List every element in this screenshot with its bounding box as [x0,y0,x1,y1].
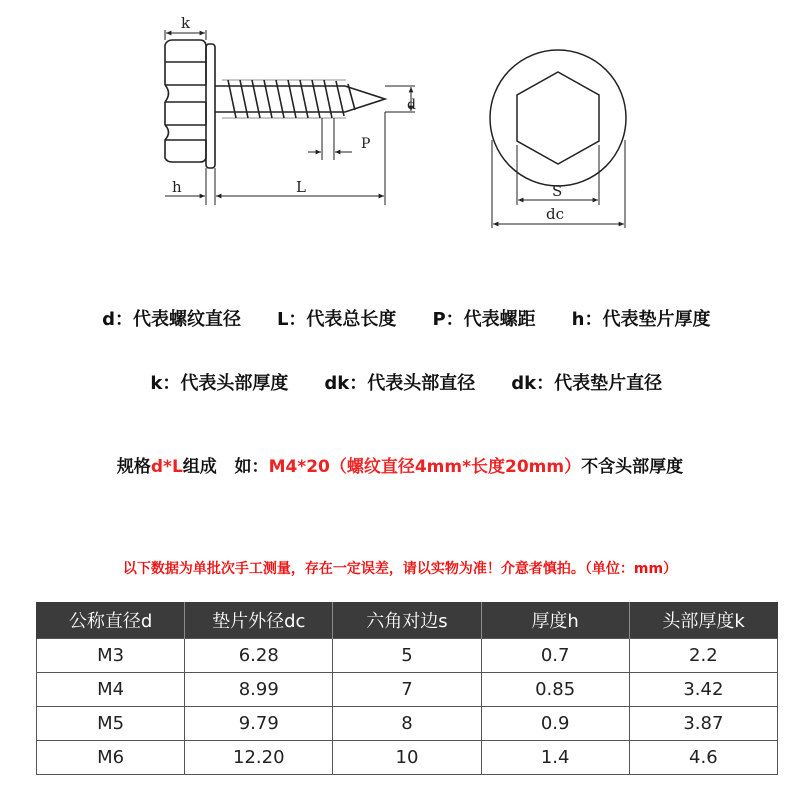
col-hex-size: 六角对边s [333,602,481,639]
spec-prefix: 规格 [116,457,151,477]
legend-item: k：代表头部厚度 [150,373,289,394]
table-cell: 8.99 [185,673,333,707]
table-cell: 0.9 [481,707,629,741]
label-h: h [172,178,182,196]
table-cell: 6.28 [185,639,333,673]
legend-item: dk：代表垫片直径 [511,373,663,394]
spec-example: M4*20（螺纹直径4mm*长度20mm） [268,457,582,477]
legend-item: L：代表总长度 [276,309,397,330]
table-cell: M3 [37,639,185,673]
spec-mid: 组成 如： [182,457,269,477]
col-nominal-diameter: 公称直径d [37,602,185,639]
table-row [37,639,778,673]
table-cell: 3.42 [629,673,777,707]
table-cell: M6 [37,741,185,775]
label-p: P [361,136,371,152]
table-cell: 1.4 [481,741,629,775]
label-d: d [407,97,416,113]
legend-item: dk：代表头部直径 [324,373,476,394]
col-washer-diameter: 垫片外径dc [185,602,333,639]
table-cell: 0.85 [481,673,629,707]
col-thickness: 厚度h [481,602,629,639]
legend-item: h：代表垫片厚度 [571,309,711,330]
table-cell: 10 [333,741,481,775]
table-cell: 9.79 [185,707,333,741]
screw-side-view [165,40,385,168]
table-row [37,673,778,707]
spec-description [0,452,800,477]
table-cell: 0.7 [481,639,629,673]
spec-formula: d*L [150,457,183,477]
label-k: k [181,14,191,32]
spec-table [36,602,778,775]
side-view-dimensions [165,30,415,205]
table-header-row [37,602,778,639]
screw-top-view [490,50,626,228]
col-head-thickness: 头部厚度k [629,602,777,639]
table-cell: 8 [333,707,481,741]
table-cell: 3.87 [629,707,777,741]
table-cell: 5 [333,639,481,673]
table-row [37,707,778,741]
spec-suffix: 不含头部厚度 [581,457,684,477]
table-cell: 12.20 [185,741,333,775]
label-dc: dc [546,205,565,223]
measurement-note: 以下数据为单批次手工测量，存在一定误差，请以实物为准！介意者慎拍。（单位：mm） [122,561,678,577]
label-l: L [296,178,306,196]
legend-item: P：代表螺距 [432,309,536,330]
screw-dimension-diagram [0,0,800,250]
legend-row-2 [0,348,800,395]
table-cell: 7 [333,673,481,707]
table-row [37,741,778,775]
table-cell: 2.2 [629,639,777,673]
table-cell: M4 [37,673,185,707]
table-cell: M5 [37,707,185,741]
table-cell: 4.6 [629,741,777,775]
legend-row-1 [0,284,800,331]
label-s: S [552,182,563,200]
legend-item: d：代表螺纹直径 [102,309,241,330]
